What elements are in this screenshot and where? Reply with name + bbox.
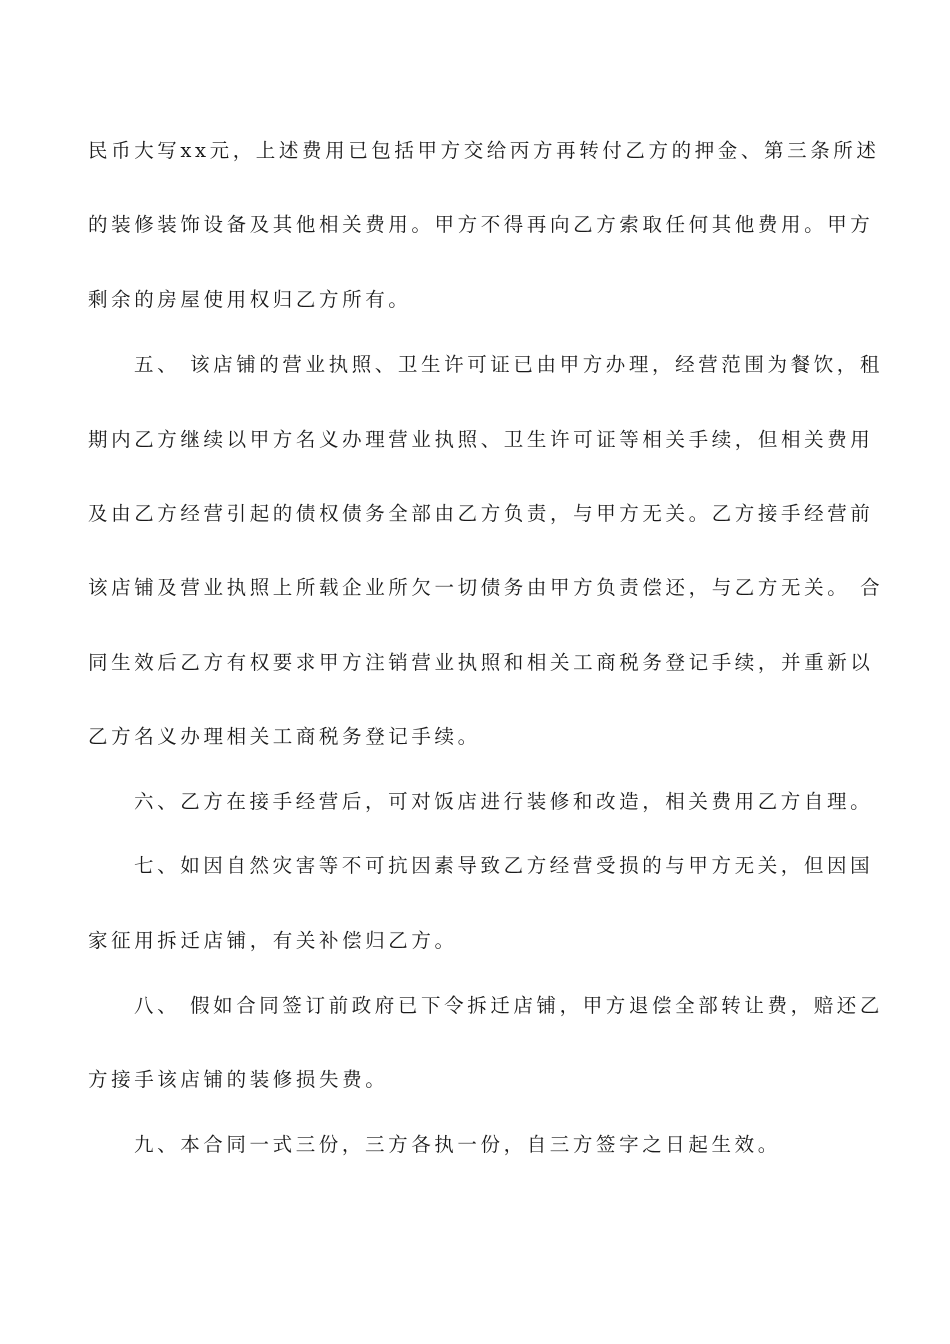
text-line: 的装修装饰设备及其他相关费用。甲方不得再向乙方索取任何其他费用。甲方 [88, 213, 874, 236]
text-line: 民币大写xx元，上述费用已包括甲方交给丙方再转付乙方的押金、第三条所述 [88, 139, 880, 162]
text-line: 期内乙方继续以甲方名义办理营业执照、卫生许可证等相关手续，但相关费用 [88, 428, 874, 451]
clause-8-start: 八、 假如合同签订前政府已下令拆迁店铺，甲方退偿全部转让费，赔还乙 [134, 994, 883, 1017]
text-line: 剩余的房屋使用权归乙方所有。 [88, 288, 412, 311]
clause-6: 六、乙方在接手经营后，可对饭店进行装修和改造，相关费用乙方自理。 [134, 790, 874, 813]
text-line: 及由乙方经营引起的债权债务全部由乙方负责，与甲方无关。乙方接手经营前 [88, 502, 874, 525]
clause-9: 九、本合同一式三份，三方各执一份，自三方签字之日起生效。 [134, 1133, 781, 1156]
text-line: 该店铺及营业执照上所载企业所欠一切债务由甲方负责偿还，与乙方无关。 合 [88, 576, 884, 599]
clause-5-start: 五、 该店铺的营业执照、卫生许可证已由甲方办理，经营范围为餐饮，租 [134, 353, 883, 376]
text-line: 方接手该店铺的装修损失费。 [88, 1068, 389, 1091]
text-line: 乙方名义办理相关工商税务登记手续。 [88, 725, 481, 748]
clause-7-start: 七、如因自然灾害等不可抗因素导致乙方经营受损的与甲方无关，但因国 [134, 854, 874, 877]
text-line: 家征用拆迁店铺，有关补偿归乙方。 [88, 929, 458, 952]
text-line: 同生效后乙方有权要求甲方注销营业执照和相关工商税务登记手续，并重新以 [88, 651, 874, 674]
